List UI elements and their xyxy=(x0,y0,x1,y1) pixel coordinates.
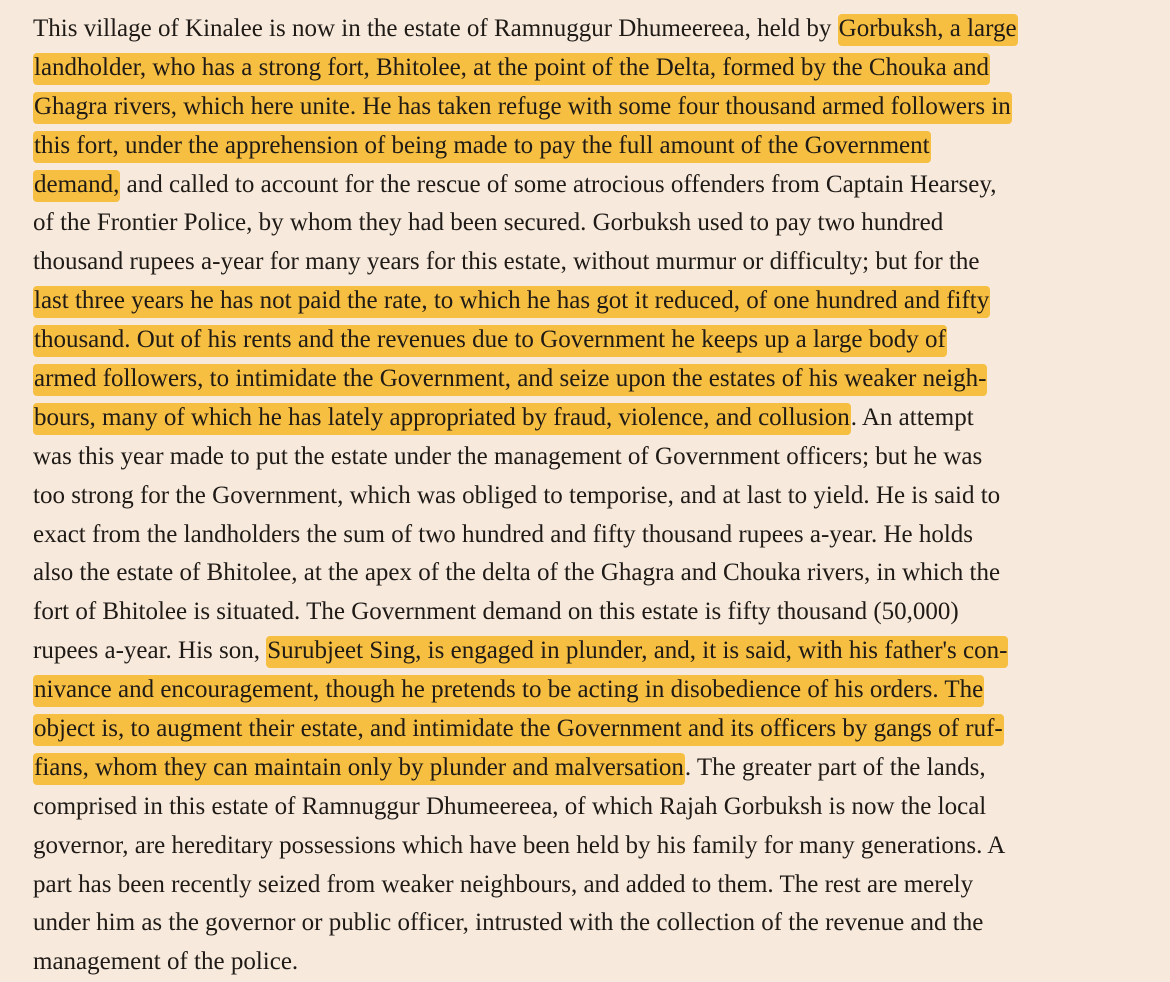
text-segment: of the Frontier Police, by whom they had been secured. Gorbuksh used to pay two hundred xyxy=(33,209,944,237)
text-segment: part has been recently seized from weaker neighbours, and added to them. The rest are merely xyxy=(33,870,974,898)
text-line xyxy=(33,243,1143,282)
text-segment: also the estate of Bhitolee, at the apex of the delta of the Ghagra and Chouka rivers, in which the xyxy=(33,559,1001,587)
text-line xyxy=(33,127,1143,166)
text-line xyxy=(33,827,1143,866)
text-line xyxy=(33,671,1143,710)
text-line xyxy=(33,477,1143,516)
text-line xyxy=(33,516,1143,555)
text-segment: too strong for the Government, which was obliged to temporise, and at last to yield. He is said to xyxy=(33,481,1001,509)
text-segment: governor, are hereditary possessions which have been held by his family for many generations. A xyxy=(33,831,1006,859)
text-line xyxy=(33,554,1143,593)
text-line xyxy=(33,360,1143,399)
highlighted-text: this fort, under the apprehension of being made to pay the full amount of the Government xyxy=(33,131,931,163)
text-segment: rupees a-year. His son, xyxy=(33,637,267,665)
text-line xyxy=(33,749,1143,788)
text-segment: This village of Kinalee is now in the estate of Ramnuggur Dhumeereea, held by xyxy=(33,15,838,42)
highlighted-text: nivance and encouragement, though he pretends to be acting in disobedience of his orders. The xyxy=(33,675,984,707)
highlighted-text: armed followers, to intimidate the Government, and seize upon the estates of his weaker neigh- xyxy=(33,364,987,396)
text-line xyxy=(33,10,1143,49)
highlighted-text: last three years he has not paid the rate, to which he has got it reduced, of one hundred and fifty xyxy=(33,286,990,318)
text-segment: . The greater part of the lands, xyxy=(684,753,986,781)
text-segment: . An attempt xyxy=(850,403,974,431)
text-line xyxy=(33,904,1143,943)
text-segment: under him as the governor or public officer, intrusted with the collection of the revenue and the xyxy=(33,909,984,937)
text-line xyxy=(33,632,1143,671)
text-line xyxy=(33,866,1143,905)
text-line xyxy=(33,282,1143,321)
highlighted-text: object is, to augment their estate, and intimidate the Government and its officers by gangs of ruf- xyxy=(33,714,1004,746)
text-line xyxy=(33,204,1143,243)
text-segment: thousand rupees a-year for many years for this estate, without murmur or difficulty; but for the xyxy=(33,248,980,276)
highlighted-text: landholder, who has a strong fort, Bhitolee, at the point of the Delta, formed by the Chouka and xyxy=(33,53,990,85)
text-segment: exact from the landholders the sum of two hundred and fifty thousand rupees a-year. He holds xyxy=(33,520,974,548)
text-line xyxy=(33,88,1143,127)
text-segment: was this year made to put the estate under the management of Government officers; but he was xyxy=(33,442,983,470)
highlighted-text: demand, xyxy=(33,170,120,202)
text-segment: management of the police. xyxy=(33,948,299,976)
text-line xyxy=(33,166,1143,205)
text-line xyxy=(33,593,1143,632)
highlighted-text: Ghagra rivers, which here unite. He has taken refuge with some four thousand armed followers in xyxy=(33,92,1012,124)
text-line xyxy=(33,943,1143,982)
text-line xyxy=(33,399,1143,438)
text-segment: comprised in this estate of Ramnuggur Dhumeereea, of which Rajah Gorbuksh is now the local xyxy=(33,792,987,820)
highlighted-text: Gorbuksh, a large xyxy=(838,14,1018,46)
text-segment: and called to account for the rescue of some atrocious offenders from Captain Hearsey, xyxy=(120,170,997,198)
text-line xyxy=(33,49,1143,88)
text-line xyxy=(33,710,1143,749)
highlighted-text: bours, many of which he has lately appropriated by fraud, violence, and collusion xyxy=(33,403,851,435)
highlighted-text: Surubjeet Sing, is engaged in plunder, and, it is said, with his father's con- xyxy=(266,636,1008,668)
highlighted-text: fians, whom they can maintain only by plunder and malversation xyxy=(33,753,685,785)
text-segment: fort of Bhitolee is situated. The Government demand on this estate is fifty thousand (50,000) xyxy=(33,598,959,626)
text-line xyxy=(33,321,1143,360)
highlighted-text: thousand. Out of his rents and the revenues due to Government he keeps up a large body of xyxy=(33,325,947,357)
text-line xyxy=(33,438,1143,477)
text-line xyxy=(33,788,1143,827)
passage-text xyxy=(33,10,1143,982)
